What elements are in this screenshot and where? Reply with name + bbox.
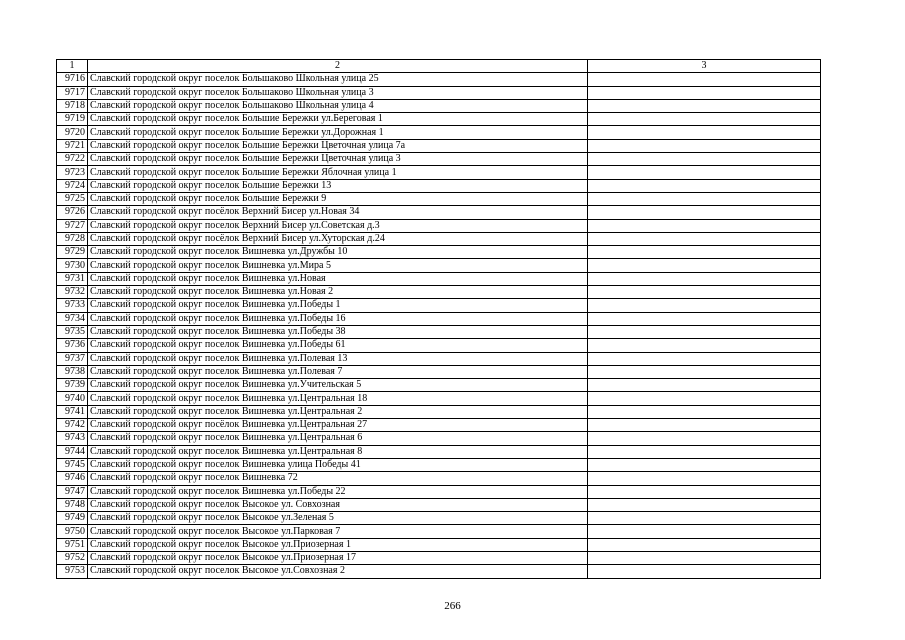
row-number-cell: 9749 bbox=[57, 512, 88, 525]
address-cell: Славский городской округ поселок Вишневка ул.Победы 61 bbox=[88, 339, 588, 352]
row-number-cell: 9753 bbox=[57, 565, 88, 578]
extra-cell bbox=[588, 99, 821, 112]
address-cell: Славский городской округ поселок Большие Бережки Цветочная улица 7а bbox=[88, 139, 588, 152]
address-cell: Славский городской округ поселок Вишневка ул.Центральная 6 bbox=[88, 432, 588, 445]
extra-cell bbox=[588, 153, 821, 166]
row-number-cell: 9728 bbox=[57, 232, 88, 245]
address-cell: Славский городской округ поселок Вишневка ул.Победы 38 bbox=[88, 325, 588, 338]
row-number-cell: 9744 bbox=[57, 445, 88, 458]
table-row bbox=[57, 126, 821, 139]
table-row bbox=[57, 179, 821, 192]
extra-cell bbox=[588, 286, 821, 299]
table-row bbox=[57, 498, 821, 511]
extra-cell bbox=[588, 485, 821, 498]
table-row bbox=[57, 458, 821, 471]
row-number-cell: 9718 bbox=[57, 99, 88, 112]
extra-cell bbox=[588, 312, 821, 325]
address-cell: Славский городской округ поселок Вишневка ул.Дружбы 10 bbox=[88, 246, 588, 259]
extra-cell bbox=[588, 565, 821, 578]
table-row bbox=[57, 405, 821, 418]
extra-cell bbox=[588, 179, 821, 192]
extra-cell bbox=[588, 525, 821, 538]
table-row bbox=[57, 86, 821, 99]
address-cell: Славский городской округ поселок Высокое ул.Зеленая 5 bbox=[88, 512, 588, 525]
table-row bbox=[57, 232, 821, 245]
row-number-cell: 9732 bbox=[57, 286, 88, 299]
row-number-cell: 9725 bbox=[57, 192, 88, 205]
extra-cell bbox=[588, 432, 821, 445]
row-number-cell: 9747 bbox=[57, 485, 88, 498]
row-number-cell: 9723 bbox=[57, 166, 88, 179]
extra-cell bbox=[588, 339, 821, 352]
table-row bbox=[57, 538, 821, 551]
address-cell: Славский городской округ посёлок Верхний Бисер ул.Хуторская д.24 bbox=[88, 232, 588, 245]
extra-cell bbox=[588, 73, 821, 86]
row-number-cell: 9722 bbox=[57, 153, 88, 166]
row-number-cell: 9733 bbox=[57, 299, 88, 312]
table-row bbox=[57, 392, 821, 405]
table-row bbox=[57, 379, 821, 392]
address-cell: Славский городской округ поселок Большие Бережки Яблочная улица 1 bbox=[88, 166, 588, 179]
address-table bbox=[56, 59, 821, 579]
extra-cell bbox=[588, 405, 821, 418]
table-row bbox=[57, 99, 821, 112]
address-cell: Славский городской округ поселок Вишневка ул.Полевая 13 bbox=[88, 352, 588, 365]
row-number-cell: 9736 bbox=[57, 339, 88, 352]
address-cell: Славский городской округ поселок Большаково Школьная улица 4 bbox=[88, 99, 588, 112]
address-cell: Славский городской округ поселок Высокое ул.Парковая 7 bbox=[88, 525, 588, 538]
table-row bbox=[57, 312, 821, 325]
address-cell: Славский городской округ поселок Вишневка ул.Центральная 2 bbox=[88, 405, 588, 418]
address-cell: Славский городской округ поселок Вишневка ул.Мира 5 bbox=[88, 259, 588, 272]
table-row bbox=[57, 565, 821, 578]
row-number-cell: 9724 bbox=[57, 179, 88, 192]
row-number-cell: 9731 bbox=[57, 272, 88, 285]
extra-cell bbox=[588, 379, 821, 392]
address-table-body bbox=[57, 60, 821, 579]
address-cell: Славский городской округ поселок Большие Бережки 13 bbox=[88, 179, 588, 192]
table-row bbox=[57, 352, 821, 365]
extra-cell bbox=[588, 86, 821, 99]
table-row bbox=[57, 246, 821, 259]
table-row bbox=[57, 153, 821, 166]
extra-cell bbox=[588, 512, 821, 525]
extra-cell bbox=[588, 206, 821, 219]
row-number-cell: 9716 bbox=[57, 73, 88, 86]
extra-cell bbox=[588, 246, 821, 259]
extra-cell bbox=[588, 458, 821, 471]
table-row bbox=[57, 551, 821, 564]
address-cell: Славский городской округ поселок Вишневка ул.Победы 16 bbox=[88, 312, 588, 325]
page-number: 266 bbox=[444, 600, 461, 612]
row-number-cell: 9739 bbox=[57, 379, 88, 392]
table-row bbox=[57, 139, 821, 152]
table-row bbox=[57, 485, 821, 498]
address-cell: Славский городской округ поселок Большаково Школьная улица 25 bbox=[88, 73, 588, 86]
extra-cell bbox=[588, 445, 821, 458]
table-row bbox=[57, 219, 821, 232]
row-number-cell: 9738 bbox=[57, 365, 88, 378]
table-row bbox=[57, 272, 821, 285]
address-cell: Славский городской округ поселок Большаково Школьная улица 3 bbox=[88, 86, 588, 99]
row-number-cell: 9741 bbox=[57, 405, 88, 418]
address-cell: Славский городской округ поселок Вишневка ул.Новая 2 bbox=[88, 286, 588, 299]
address-cell: Славский городской округ поселок Высокое ул. Совхозная bbox=[88, 498, 588, 511]
extra-cell bbox=[588, 113, 821, 126]
extra-cell bbox=[588, 538, 821, 551]
column-header-number: 1 bbox=[57, 60, 88, 73]
extra-cell bbox=[588, 392, 821, 405]
address-cell: Славский городской округ поселок Верхний Бисер ул.Советская д.3 bbox=[88, 219, 588, 232]
address-cell: Славский городской округ поселок Вишневка ул.Учительская 5 bbox=[88, 379, 588, 392]
extra-cell bbox=[588, 259, 821, 272]
row-number-cell: 9726 bbox=[57, 206, 88, 219]
table-row bbox=[57, 192, 821, 205]
row-number-cell: 9721 bbox=[57, 139, 88, 152]
row-number-cell: 9745 bbox=[57, 458, 88, 471]
address-cell: Славский городской округ поселок Большие Бережки Цветочная улица 3 bbox=[88, 153, 588, 166]
address-cell: Славский городской округ поселок Вишневка ул.Полевая 7 bbox=[88, 365, 588, 378]
table-row bbox=[57, 259, 821, 272]
address-cell: Славский городской округ поселок Вишневка ул.Победы 22 bbox=[88, 485, 588, 498]
address-cell: Славский городской округ поселок Большие Бережки ул.Береговая 1 bbox=[88, 113, 588, 126]
row-number-cell: 9729 bbox=[57, 246, 88, 259]
extra-cell bbox=[588, 232, 821, 245]
table-row bbox=[57, 166, 821, 179]
table-row bbox=[57, 525, 821, 538]
row-number-cell: 9743 bbox=[57, 432, 88, 445]
address-cell: Славский городской округ поселок Вишневка ул.Победы 1 bbox=[88, 299, 588, 312]
table-row bbox=[57, 286, 821, 299]
address-cell: Славский городской округ поселок Большие Бережки 9 bbox=[88, 192, 588, 205]
extra-cell bbox=[588, 272, 821, 285]
address-cell: Славский городской округ поселок Вишневка 72 bbox=[88, 472, 588, 485]
table-row bbox=[57, 73, 821, 86]
address-cell: Славский городской округ поселок Вишневка ул.Центральная 8 bbox=[88, 445, 588, 458]
row-number-cell: 9727 bbox=[57, 219, 88, 232]
address-cell: Славский городской округ поселок Высокое ул.Приозерная 1 bbox=[88, 538, 588, 551]
extra-cell bbox=[588, 126, 821, 139]
row-number-cell: 9730 bbox=[57, 259, 88, 272]
row-number-cell: 9734 bbox=[57, 312, 88, 325]
row-number-cell: 9717 bbox=[57, 86, 88, 99]
address-cell: Славский городской округ поселок Вишневка ул.Новая bbox=[88, 272, 588, 285]
table-header-row bbox=[57, 60, 821, 73]
address-cell: Славский городской округ посёлок Вишневка ул.Центральная 27 bbox=[88, 419, 588, 432]
row-number-cell: 9735 bbox=[57, 325, 88, 338]
table-row bbox=[57, 299, 821, 312]
extra-cell bbox=[588, 352, 821, 365]
table-row bbox=[57, 113, 821, 126]
extra-cell bbox=[588, 365, 821, 378]
address-cell: Славский городской округ поселок Вишневка улица Победы 41 bbox=[88, 458, 588, 471]
row-number-cell: 9742 bbox=[57, 419, 88, 432]
row-number-cell: 9737 bbox=[57, 352, 88, 365]
extra-cell bbox=[588, 325, 821, 338]
address-cell: Славский городской округ поселок Большие Бережки ул.Дорожная 1 bbox=[88, 126, 588, 139]
row-number-cell: 9720 bbox=[57, 126, 88, 139]
row-number-cell: 9746 bbox=[57, 472, 88, 485]
address-cell: Славский городской округ поселок Вишневка ул.Центральная 18 bbox=[88, 392, 588, 405]
column-header-address: 2 bbox=[88, 60, 588, 73]
row-number-cell: 9750 bbox=[57, 525, 88, 538]
table-row bbox=[57, 365, 821, 378]
row-number-cell: 9719 bbox=[57, 113, 88, 126]
table-row bbox=[57, 206, 821, 219]
table-row bbox=[57, 339, 821, 352]
extra-cell bbox=[588, 498, 821, 511]
row-number-cell: 9748 bbox=[57, 498, 88, 511]
extra-cell bbox=[588, 419, 821, 432]
row-number-cell: 9751 bbox=[57, 538, 88, 551]
table-row bbox=[57, 472, 821, 485]
extra-cell bbox=[588, 299, 821, 312]
address-cell: Славский городской округ поселок Высокое ул.Приозерная 17 bbox=[88, 551, 588, 564]
extra-cell bbox=[588, 166, 821, 179]
table-row bbox=[57, 432, 821, 445]
table-row bbox=[57, 325, 821, 338]
extra-cell bbox=[588, 551, 821, 564]
address-cell: Славский городской округ посёлок Верхний Бисер ул.Новая 34 bbox=[88, 206, 588, 219]
extra-cell bbox=[588, 472, 821, 485]
table-row bbox=[57, 512, 821, 525]
table-row bbox=[57, 445, 821, 458]
extra-cell bbox=[588, 139, 821, 152]
extra-cell bbox=[588, 219, 821, 232]
column-header-extra: 3 bbox=[588, 60, 821, 73]
table-row bbox=[57, 419, 821, 432]
extra-cell bbox=[588, 192, 821, 205]
row-number-cell: 9740 bbox=[57, 392, 88, 405]
address-cell: Славский городской округ поселок Высокое ул.Совхозная 2 bbox=[88, 565, 588, 578]
row-number-cell: 9752 bbox=[57, 551, 88, 564]
